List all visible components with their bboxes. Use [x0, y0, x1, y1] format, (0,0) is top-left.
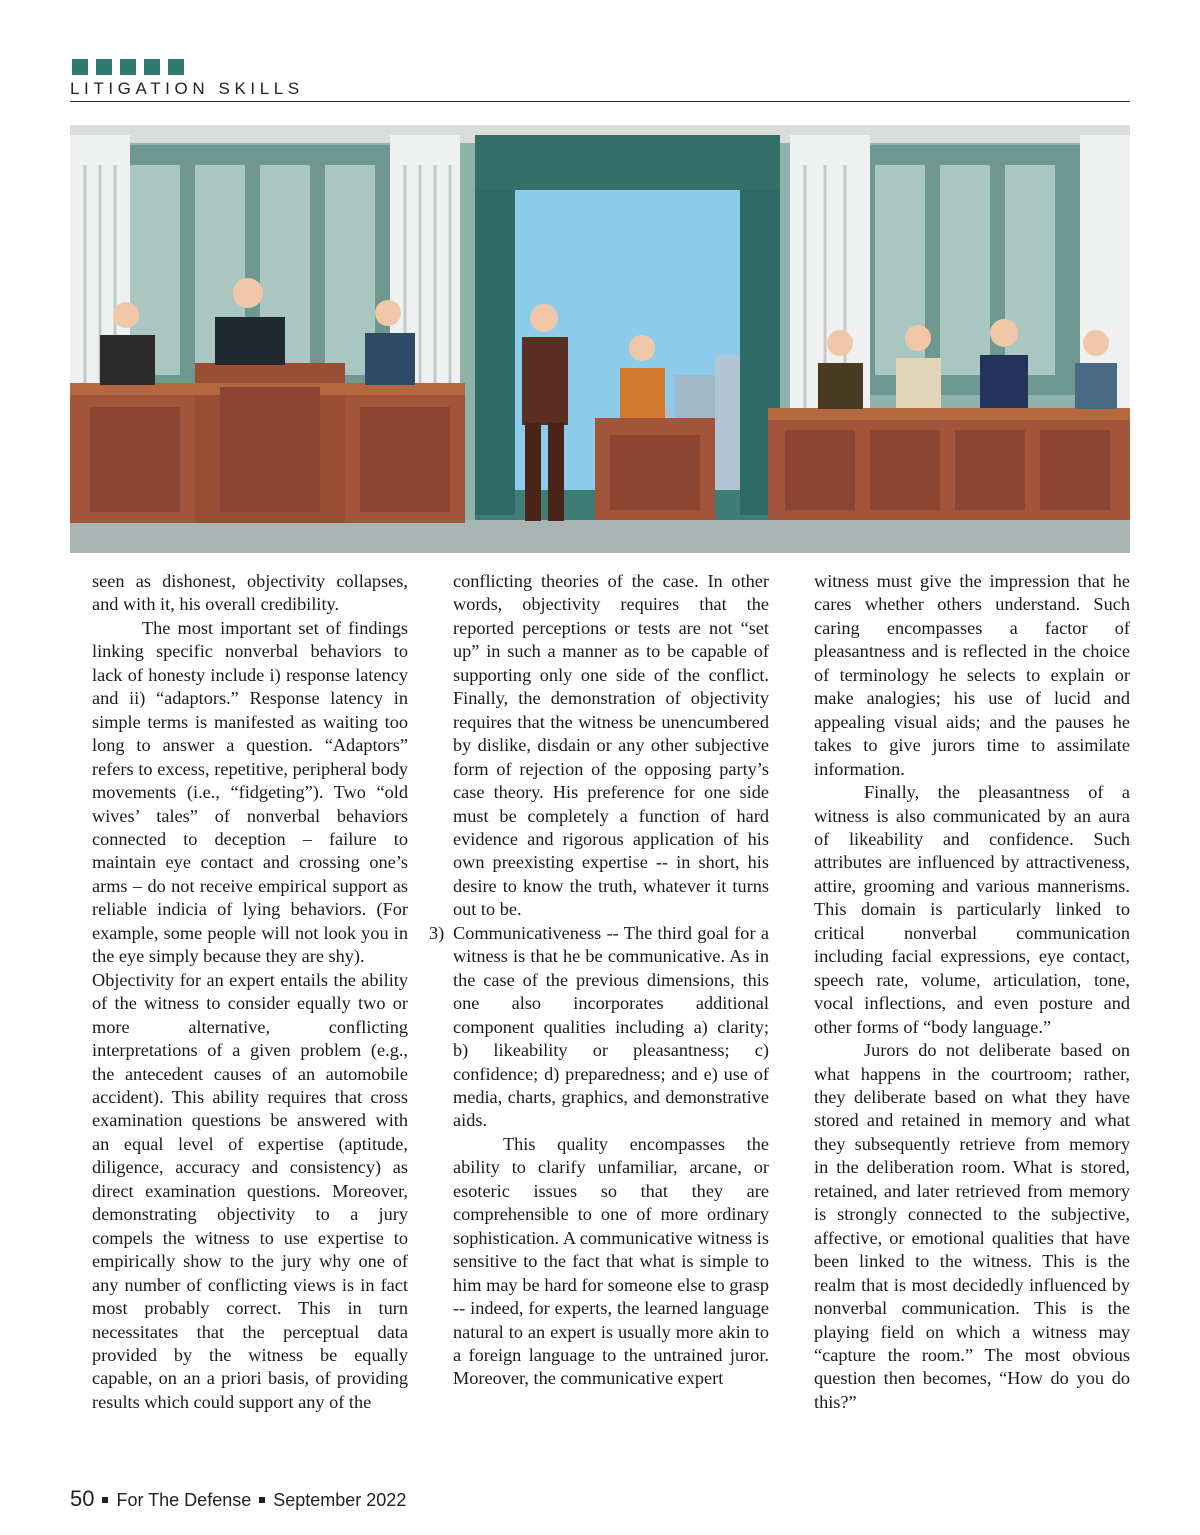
- item-number: 3): [429, 922, 445, 943]
- accent-square: [168, 59, 184, 75]
- page-footer: [70, 1486, 406, 1512]
- section-label: LITIGATION SKILLS: [70, 79, 304, 98]
- issue-date: September 2022: [273, 1490, 407, 1510]
- paragraph: Finally, the pleasantness of a witness is also communicated by an aura of likeability and confidence. Such attributes are influenced by attractiveness, attire, grooming and various mannerisms. This domain is particularly linked to critical nonverbal communication including facial expressions, eye contact, speech rate, volume, articulation, tone, vocal inflections, and even posture and other forms of “body language.”: [814, 782, 1130, 1037]
- publication-name: For The Defense: [116, 1490, 252, 1510]
- bullet-icon: [259, 1497, 265, 1503]
- paragraph: conflicting theories of the case. In other words, objectivity requires that the reported perceptions or tests are not “set up” in such a manner as to be capable of supporting only one side of the conflict. Finally, the demonstration of objectivity requires that the witness be unencumbered by dislike, disdain or any other subjective form of rejection of the opposing party’s case theory. His preference for one side must be completely a function of hard evidence and rigorous application of his own preexisting expertise -- in short, his desire to know the truth, whatever it turns out to be.: [453, 571, 769, 920]
- header-squares: [72, 59, 184, 75]
- text-column-3: [814, 570, 1130, 1414]
- text-column-2: [429, 570, 769, 1391]
- paragraph: Objectivity for an expert entails the ability of the witness to consider equally two or more alternative, conflicting interpretations of a given problem (e.g., the antecedent causes of an automobile accident). This ability requires that cross examination questions be answered with an equal level of expertise (aptitude, diligence, accuracy and consistency) as direct examination questions. Moreover, demonstrating objectivity to a jury compels the witness to use expertise to empirically show to the jury why one of any number of conflicting views is in fact most probably correct. This in turn necessitates that the perceptual data provided by the witness be equally capable, on an a priori basis, of providing results which could support any of the: [92, 969, 408, 1412]
- paragraph: This quality encompasses the ability to clarify unfamiliar, arcane, or esoteric issues so that they are comprehensible to one of more ordinary sophistication. A communicative witness is sensitive to the fact that what is simple to him may be hard for someone else to grasp -- indeed, for experts, the learned language natural to an expert is usually more akin to a foreign language to the untrained juror. Moreover, the communicative expert: [453, 1133, 769, 1389]
- paragraph: witness must give the impression that he cares whether others understand. Such caring encompasses a factor of pleasantness and is reflected in the choice of terminology he selects to explain or make analogies; his use of lucid and appealing visual aids; and the pauses he takes to give jurors time to assimilate information.: [814, 571, 1130, 779]
- paragraph: seen as dishonest, objectivity collapses, and with it, his overall credibility.: [92, 571, 408, 615]
- bullet-icon: [102, 1497, 108, 1503]
- text-column-1: [92, 570, 408, 1414]
- accent-square: [120, 59, 136, 75]
- paragraph: The most important set of findings linking specific nonverbal behaviors to lack of honesty include i) response latency and ii) “adaptors.” Response latency in simple terms is manifested as waiting too long to answer a question. “Adaptors” refers to excess, repetitive, peripheral body movements (i.e., “fidgeting”). Two “old wives’ tales” of nonverbal behaviors connected to deception – failure to maintain eye contact and crossing one’s arms – do not receive empirical support as reliable indicia of lying behaviors. (For example, some people will not look you in the eye simply because they are shy).: [92, 617, 408, 967]
- paragraph: Jurors do not deliberate based on what happens in the courtroom; rather, they deliberate based on what they have stored and retained in memory and what they subsequently retrieve from memory in the deliberation room. What is stored, retained, and later retrieved from memory is strongly connected to the subjective, affective, or emotional qualities that have been linked to the witness. This is the realm that is most decidedly influenced by nonverbal communication. This is the playing field on which a witness may “capture the room.” The most obvious question then becomes, “How do you do this?”: [814, 1040, 1130, 1412]
- accent-square: [144, 59, 160, 75]
- page-number: 50: [70, 1486, 95, 1511]
- paragraph: Communicativeness -- The third goal for a witness is that he be communicative. As in the case of the previous dimensions, this one also incorporates additional component qualities including a) clarity; b) likeability or pleasantness; c) confidence; d) preparedness; and e) use of media, charts, graphics, and demonstrative aids.: [453, 922, 769, 1131]
- courtroom-illustration: [70, 125, 1130, 553]
- numbered-item: [429, 922, 769, 1133]
- accent-square: [96, 59, 112, 75]
- header-rule: [70, 101, 1130, 102]
- accent-square: [72, 59, 88, 75]
